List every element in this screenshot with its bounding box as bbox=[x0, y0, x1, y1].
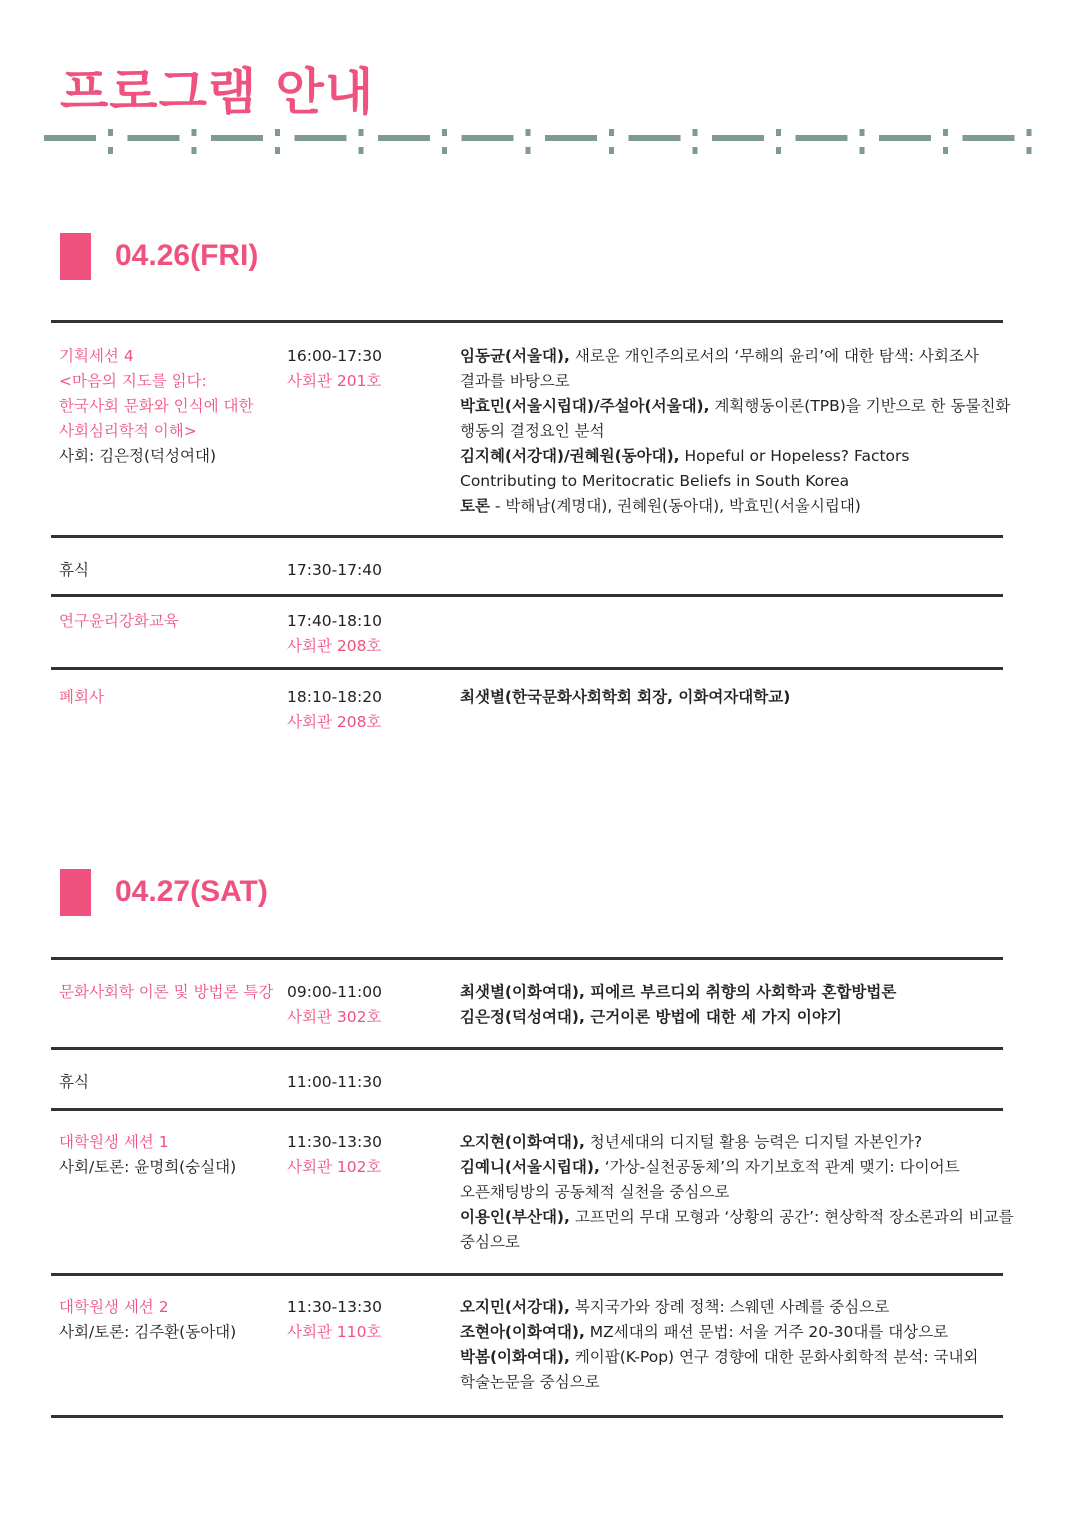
divider-dot bbox=[609, 129, 614, 136]
schedule-table-fri bbox=[51, 320, 1011, 757]
session-title: 대학원생 세션 1 bbox=[59, 1133, 169, 1151]
session-time: 09:00-11:00 bbox=[287, 983, 382, 1001]
presentation-title: Contributing to Meritocratic Beliefs in South Korea bbox=[460, 472, 850, 490]
divider-dot bbox=[776, 147, 781, 154]
divider-dot bbox=[442, 147, 447, 154]
presenter-name: 박효민(서울시립대)/주설아(서울대), bbox=[460, 397, 710, 415]
divider-dot bbox=[526, 129, 531, 136]
presentation-title: 학술논문을 중심으로 bbox=[460, 1373, 600, 1391]
schedule-table-sat bbox=[51, 957, 1014, 1418]
presentation-title: ‘가상-실천공동체’의 자기보호적 관계 맺기: 다이어트 bbox=[599, 1158, 960, 1176]
time-cell bbox=[287, 1070, 447, 1095]
presenter-name: 오지민(서강대), bbox=[460, 1298, 570, 1316]
presenter-name: 오지현(이화여대), bbox=[460, 1133, 585, 1151]
presentation-title: 청년세대의 디지털 활용 능력은 디지털 자본인가? bbox=[584, 1133, 923, 1151]
divider-dot bbox=[943, 147, 948, 154]
presentations-cell bbox=[460, 1130, 1014, 1255]
session-title: 휴식 bbox=[59, 1073, 89, 1091]
session-title: 사회심리학적 이해> bbox=[59, 422, 197, 440]
divider-dot bbox=[275, 129, 280, 136]
divider-dash bbox=[295, 135, 347, 141]
presenter-name: 김예니(서울시립대), bbox=[460, 1158, 600, 1176]
time-cell bbox=[287, 344, 447, 394]
divider-dash bbox=[128, 135, 180, 141]
divider-dot bbox=[108, 147, 113, 154]
session-time: 11:30-13:30 bbox=[287, 1133, 382, 1151]
table-row bbox=[51, 1047, 1003, 1108]
time-cell bbox=[287, 609, 447, 659]
session-moderator: 사회/토론: 윤명희(숭실대) bbox=[59, 1158, 237, 1176]
divider-dash bbox=[712, 135, 764, 141]
presenter-name: 최샛별(이화여대), 피에르 부르디외 취향의 사회학과 혼합방법론 bbox=[460, 983, 897, 1001]
discussion-label: 토론 bbox=[460, 497, 490, 515]
session-cell bbox=[59, 1295, 284, 1345]
presentation-title: 계획행동이론(TPB)을 기반으로 한 동물친화 bbox=[709, 397, 1011, 415]
presentations-cell bbox=[460, 685, 1000, 710]
divider-dot bbox=[776, 129, 781, 136]
discussants: - 박해남(계명대), 권혜원(동아대), 박효민(서울시립대) bbox=[489, 497, 861, 515]
session-room: 사회관 110호 bbox=[287, 1323, 382, 1341]
table-row bbox=[51, 320, 1011, 535]
session-cell bbox=[59, 980, 284, 1005]
session-room: 사회관 201호 bbox=[287, 372, 382, 390]
session-title: 대학원생 세션 2 bbox=[59, 1298, 169, 1316]
presenter-name: 박봄(이화여대), bbox=[460, 1348, 570, 1366]
presentation-title: 행동의 결정요인 분석 bbox=[460, 422, 605, 440]
session-moderator: 사회/토론: 김주환(동아대) bbox=[59, 1323, 237, 1341]
divider-dash bbox=[879, 135, 931, 141]
presentation-title: MZ세대의 패션 문법: 서울 거주 20-30대를 대상으로 bbox=[584, 1323, 949, 1341]
session-room: 사회관 208호 bbox=[287, 637, 382, 655]
presentation-title: 케이팝(K-Pop) 연구 경향에 대한 문화사회학적 분석: 국내외 bbox=[569, 1348, 979, 1366]
divider-dash bbox=[211, 135, 263, 141]
presenter-name: 김은정(덕성여대), 근거이론 방법에 대한 세 가지 이야기 bbox=[460, 1008, 842, 1026]
divider-dot bbox=[693, 147, 698, 154]
session-cell bbox=[59, 344, 284, 469]
session-time: 11:30-13:30 bbox=[287, 1298, 382, 1316]
presenter-name: 임동균(서울대), bbox=[460, 347, 570, 365]
session-time: 16:00-17:30 bbox=[287, 347, 382, 365]
presentation-title: 중심으로 bbox=[460, 1233, 520, 1251]
divider-dash bbox=[796, 135, 848, 141]
session-cell bbox=[59, 1130, 284, 1180]
divider-dot bbox=[526, 147, 531, 154]
session-title: 문화사회학 이론 및 방법론 특강 bbox=[59, 983, 274, 1001]
presentation-title: 고프먼의 무대 모형과 ‘상황의 공간’: 현상학적 장소론과의 비교를 bbox=[569, 1208, 1014, 1226]
divider-dash bbox=[629, 135, 681, 141]
divider-dot bbox=[609, 147, 614, 154]
presenter-name: 조현아(이화여대), bbox=[460, 1323, 585, 1341]
session-title: 연구윤리강화교육 bbox=[59, 612, 179, 630]
time-cell bbox=[287, 980, 447, 1030]
session-cell bbox=[59, 685, 284, 710]
divider-dot bbox=[1027, 147, 1032, 154]
session-room: 사회관 102호 bbox=[287, 1158, 382, 1176]
decorative-dash-divider bbox=[44, 125, 1034, 161]
divider-dot bbox=[442, 129, 447, 136]
page-title: 프로그램 안내 bbox=[60, 63, 375, 121]
session-title: 폐회사 bbox=[59, 688, 104, 706]
divider-dash bbox=[44, 135, 96, 141]
divider-dash bbox=[378, 135, 430, 141]
table-row bbox=[51, 1108, 1014, 1273]
divider-dash bbox=[462, 135, 514, 141]
divider-dot bbox=[192, 129, 197, 136]
divider-dot bbox=[275, 147, 280, 154]
session-room: 사회관 302호 bbox=[287, 1008, 382, 1026]
presenter-name: 김지혜(서강대)/권혜원(동아대), bbox=[460, 447, 680, 465]
session-time: 17:30-17:40 bbox=[287, 561, 382, 579]
session-time: 18:10-18:20 bbox=[287, 688, 382, 706]
presentations-cell bbox=[460, 980, 1000, 1030]
divider-dot bbox=[943, 129, 948, 136]
presentation-title: 복지국가와 장례 정책: 스웨덴 사례를 중심으로 bbox=[569, 1298, 890, 1316]
presentation-title: 오픈채팅방의 공동체적 실천을 중심으로 bbox=[460, 1183, 730, 1201]
day-marker-block bbox=[60, 233, 91, 280]
table-row bbox=[51, 667, 1003, 757]
divider-dot bbox=[1027, 129, 1032, 136]
session-title: <마음의 지도를 읽다: bbox=[59, 372, 207, 390]
session-title: 기획세션 4 bbox=[59, 347, 134, 365]
presentations-cell bbox=[460, 1295, 1000, 1395]
presentations-cell bbox=[460, 344, 1011, 519]
presentation-title: 새로운 개인주의로서의 ‘무해의 윤리’에 대한 탐색: 사회조사 bbox=[569, 347, 979, 365]
day-date: 04.27(SAT) bbox=[115, 875, 268, 908]
day-header-fri bbox=[60, 232, 258, 280]
time-cell bbox=[287, 558, 447, 583]
session-title: 휴식 bbox=[59, 561, 89, 579]
session-time: 17:40-18:10 bbox=[287, 612, 382, 630]
session-title: 한국사회 문화와 인식에 대한 bbox=[59, 397, 254, 415]
table-row bbox=[51, 957, 1003, 1047]
presentation-title: 결과를 바탕으로 bbox=[460, 372, 570, 390]
divider-dot bbox=[108, 129, 113, 136]
speaker-name: 최샛별(한국문화사회학회 회장, 이화여자대학교) bbox=[460, 688, 791, 706]
presenter-name: 이용인(부산대), bbox=[460, 1208, 570, 1226]
table-row bbox=[51, 594, 1003, 667]
session-time: 11:00-11:30 bbox=[287, 1073, 382, 1091]
divider-dot bbox=[693, 129, 698, 136]
day-date: 04.26(FRI) bbox=[115, 239, 259, 272]
time-cell bbox=[287, 685, 447, 735]
table-row bbox=[51, 535, 1003, 594]
day-header-sat bbox=[60, 868, 268, 916]
divider-dot bbox=[860, 129, 865, 136]
session-moderator: 사회: 김은정(덕성여대) bbox=[59, 447, 217, 465]
session-cell bbox=[59, 1070, 284, 1095]
divider-dot bbox=[860, 147, 865, 154]
divider-dash bbox=[545, 135, 597, 141]
time-cell bbox=[287, 1295, 447, 1345]
day-marker-block bbox=[60, 869, 91, 916]
divider-dash bbox=[963, 135, 1015, 141]
session-room: 사회관 208호 bbox=[287, 713, 382, 731]
divider-dot bbox=[359, 129, 364, 136]
divider-dot bbox=[192, 147, 197, 154]
table-row bbox=[51, 1273, 1003, 1418]
presentation-title: Hopeful or Hopeless? Factors bbox=[679, 447, 910, 465]
session-cell bbox=[59, 609, 284, 634]
session-cell bbox=[59, 558, 284, 583]
divider-dot bbox=[359, 147, 364, 154]
time-cell bbox=[287, 1130, 447, 1180]
